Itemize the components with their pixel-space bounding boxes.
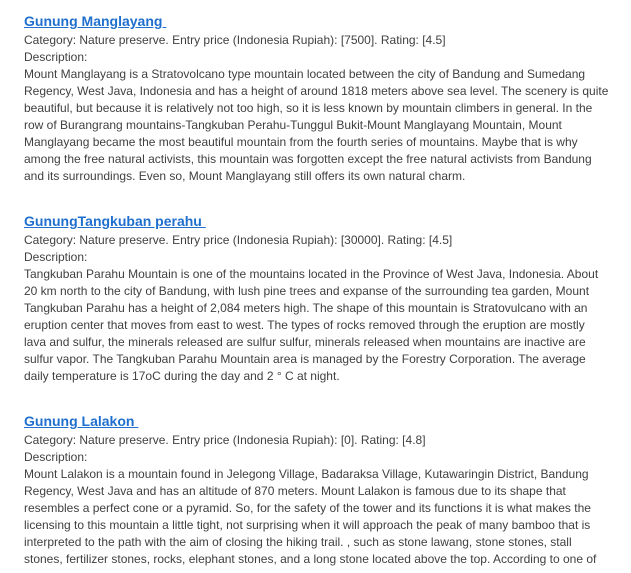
- entry-title-link[interactable]: Gunung Lalakon: [24, 413, 139, 429]
- list-item: [24, 12, 610, 185]
- results-list: [24, 12, 610, 573]
- scrollbar-thumb[interactable]: [623, 6, 629, 567]
- entry-meta: Category: Nature preserve. Entry price (Indonesia Rupiah): [7500]. Rating: [4.5]: [24, 33, 446, 47]
- entry-title-link[interactable]: Gunung Manglayang: [24, 13, 167, 29]
- entry-meta: Category: Nature preserve. Entry price (Indonesia Rupiah): [0]. Rating: [4.8]: [24, 433, 426, 447]
- entry-description-label: Description:: [24, 250, 88, 264]
- list-item: [24, 212, 610, 385]
- entry-description-label: Description:: [24, 450, 88, 464]
- entry-title-link[interactable]: GunungTangkuban perahu: [24, 213, 206, 229]
- entry-description: Mount Lalakon is a mountain found in Jelegong Village, Badaraksa Village, Kutawaringin District, Bandung Regency, West Java and has an altitude of 870 meters. Mount Lalakon is famous due to its shape that resembles a perfect cone or a pyramid. So, for the safety of the tower and its functions it is what makes the licensing to this mountain a little tight, not surprising when it will approach the peak of many bamboo that is interpreted to the path with the aim of closing the hiking trail. , such as stone lawang, stone stones, stall stones, fertilizer stones, rocks, elephant stones, and a long stone located above the top. According to one of: [24, 467, 597, 566]
- entry-heading: [24, 212, 610, 230]
- entry-description-label: Description:: [24, 50, 88, 64]
- list-item: [24, 412, 610, 568]
- entry-heading: [24, 412, 610, 430]
- entry-description: Tangkuban Parahu Mountain is one of the mountains located in the Province of West Java, Indonesia. About 20 km north to the city of Bandung, with lush pine trees and expanse of the surrounding tea garden, Mount Tangkuban Parahu has a height of 2,084 meters high. The shape of this mountain is Stratovulcano with an eruption center that moves from east to west. The types of rocks removed through the eruption are mostly lava and sulfur, the minerals released are sulfur sulfur, minerals released when mountains are inactive are sulfur vapor. The Tangkuban Parahu Mountain area is managed by the Forestry Corporation. The average daily temperature is 17oC during the day and 2 ° C at night.: [24, 267, 599, 383]
- entry-meta: Category: Nature preserve. Entry price (Indonesia Rupiah): [30000]. Rating: [4.5]: [24, 233, 453, 247]
- entry-heading: [24, 12, 610, 30]
- entry-description: Mount Manglayang is a Stratovolcano type mountain located between the city of Bandung and Sumedang Regency, West Java, Indonesia and has a height of around 1818 meters above sea level. The scenery is quite beautiful, but because it is relatively not too high, so it is less known by mountain climbers in general. In the row of Burangrang mountains-Tangkuban Perahu-Tunggul Bukit-Mount Manglayang Mountain, Mount Manglayang became the most beautiful mountain from the fourth series of mountains. Maybe that is why among the free natural activists, this mountain was forgotten except the free natural activists from Bandung and its surroundings. Even so, Mount Manglayang still offers its own natural charm.: [24, 67, 609, 183]
- scrollbar[interactable]: [619, 0, 631, 573]
